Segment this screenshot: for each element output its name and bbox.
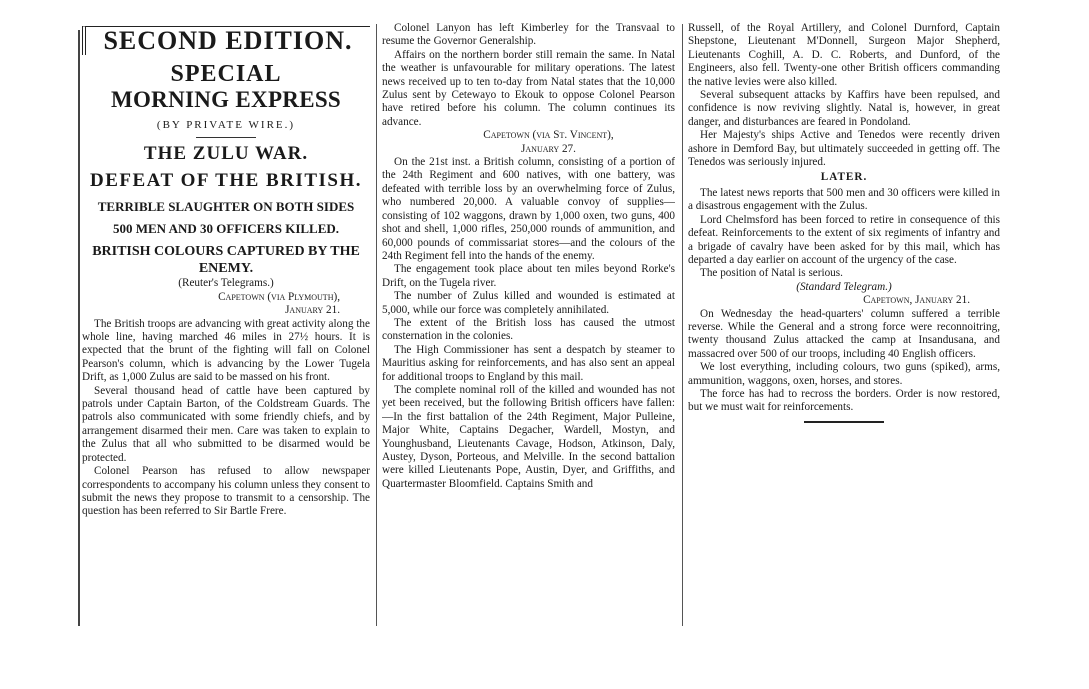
paragraph: The engagement took place about ten miles beyond Rorke's Drift, on the Tugela river. (382, 263, 675, 289)
paragraph: On Wednesday the head-quarters' column suffered a terrible reverse. While the General and a strong force were reconnoitring, twenty thousand Zulus attacked the camp at Insandusana, and massacred over 500 of our troops, including 40 English officers. (688, 307, 1000, 360)
paragraph: Lord Chelmsford has been forced to retire in consequence of this defeat. Reinforcements to the extent of six regiments of infantry and a brigade of cavalry have been asked for by this mail, which has departed a day earlier on account of the urgency of the case. (688, 213, 1000, 266)
headline-special: SPECIAL (170, 61, 282, 87)
divider (196, 137, 256, 138)
paragraph: Several subsequent attacks by Kaffirs have been repulsed, and confidence is now reviving slightly. Natal is, however, in great danger, and disturbances are feared in Pondoland. (688, 89, 1000, 128)
paragraph: Several thousand head of cattle have been captured by patrols under Captain Barton, of the Coldstream Guards. The patrols also communicated with some friendly chiefs, and by arrangement disarmed their men. Care was taken to explain to the Zulus that all who submitted to be disarmed would be protected. (82, 384, 370, 464)
column-2 (382, 22, 675, 626)
column-rule (376, 24, 377, 626)
column-rule (682, 24, 683, 626)
paragraph: The number of Zulus killed and wounded is estimated at 5,000, while our force was completely annihilated. (382, 290, 675, 316)
paragraph: Her Majesty's ships Active and Tenedos were recently driven ashore in Demford Bay, but ultimately succeeded in getting off. The Tenedos was seriously injured. (688, 129, 1000, 169)
column-1 (82, 22, 370, 626)
page-left-border (78, 30, 80, 626)
paragraph: The British troops are advancing with great activity along the whole line, having marched 46 miles in 27½ hours. It is expected that the brunt of the fighting will fall on Colonel Pearson's column, which is advancing by the Lower Tugela Drift, as 1,000 Zulus are said to be massed on his front. (82, 317, 370, 384)
newspaper-page (78, 22, 1008, 630)
paragraph: The complete nominal roll of the killed and wounded has not yet been received, but the following British officers have fallen:—In the first battalion of the 24th Regiment, Major Pulleine, Major White, Captains Degacher, Wardell, Mostyn, and Younghusband, Lieutenants Cavage, Hodson, Atkinson, Daly, Austey, Dyson, Porteous, and Melville. In the second battalion were killed Lieutenants Pope, Austin, Dyer, and Griffiths, and Quartermaster Bloomfield. Captains Smith and (382, 383, 675, 490)
headline-zulu-war: THE ZULU WAR. (143, 143, 309, 165)
paragraph: The extent of the British loss has caused the utmost consternation in the colonies. (382, 316, 675, 343)
paragraph: Colonel Lanyon has left Kimberley for the Transvaal to resume the Governor Generalship. (382, 22, 675, 48)
dateline-date: January 21. (285, 304, 340, 317)
dateline-place: Capetown (via St. Vincent), (483, 129, 614, 142)
dateline-date: January 27. (521, 142, 576, 155)
headline-killed: 500 MEN AND 30 OFFICERS KILLED. (112, 221, 340, 237)
headline-slaughter: TERRIBLE SLAUGHTER ON BOTH SIDES (97, 199, 355, 215)
byline-private-wire: (BY PRIVATE WIRE.) (156, 119, 296, 131)
paragraph: The latest news reports that 500 men and 30 officers were killed in a disastrous engagement with the Zulus. (688, 186, 1000, 213)
source-reuters: (Reuter's Telegrams.) (178, 277, 274, 290)
paragraph: The force has had to recross the borders. Order is now restored, but we must wait for reinforcements. (688, 387, 1000, 414)
headline-colours-captured: BRITISH COLOURS CAPTURED BY THE ENEMY. (92, 244, 360, 277)
headline-morning-express: MORNING EXPRESS (110, 87, 342, 112)
paragraph: We lost everything, including colours, two guns (spiked), arms, ammunition, waggons, oxen, horses, and stores. (688, 361, 1000, 387)
column-3 (688, 22, 1000, 626)
dateline-place: Capetown (via Plymouth), (218, 290, 340, 303)
headline-defeat: DEFEAT OF THE BRITISH. (90, 170, 362, 192)
source-standard: (Standard Telegram.) (796, 280, 892, 293)
paragraph: The High Commissioner has sent a despatch by steamer to Mauritius asking for reinforcements, and has also sent an appeal for additional troops to England by this mail. (382, 343, 675, 383)
end-rule (804, 421, 884, 423)
headline-second-edition: SECOND EDITION. (82, 26, 370, 55)
paragraph: The position of Natal is serious. (700, 267, 843, 280)
paragraph: On the 21st inst. a British column, consisting of a portion of the 24th Regiment and 600 natives, with one battery, was defeated with terrible loss by an overwhelming force of Zulus, who numbered 20,000. A valuable convoy of supplies—consisting of 102 waggons, drawn by 1,000 oxen, two guns, 400 shot and shell, 1,000 rifles, 250,000 rounds of ammunition, and 60,000 pounds of commissariat stores—and the colours of the 24th Regiment fell into the hands of the enemy. (382, 156, 675, 262)
subhead-later: LATER. (820, 171, 868, 184)
paragraph: Colonel Pearson has refused to allow newspaper correspondents to accompany his column unless they consent to submit the news they propose to transmit to a censorship. The question has been referred to Sir Bartle Frere. (82, 465, 370, 518)
paragraph: Affairs on the northern border still remain the same. In Natal the weather is unfavourable for military operations. The latest news received up to ten to-day from Natal states that the 10,000 Zulus sent by Cetewayo to Ekouk to oppose Colonel Pearson have retired before his column. The column continues its advance. (382, 48, 675, 128)
paragraph: Russell, of the Royal Artillery, and Colonel Durnford, Captain Shepstone, Lieutenant M'Donnell, Surgeon Major Shepherd, Lieutenants Coghill, A. D. C. Roberts, and Dunford, of the Engineers, also fell. Twenty-one other British officers commanding the native levies were also killed. (688, 22, 1000, 88)
dateline: Capetown, January 21. (863, 294, 970, 307)
